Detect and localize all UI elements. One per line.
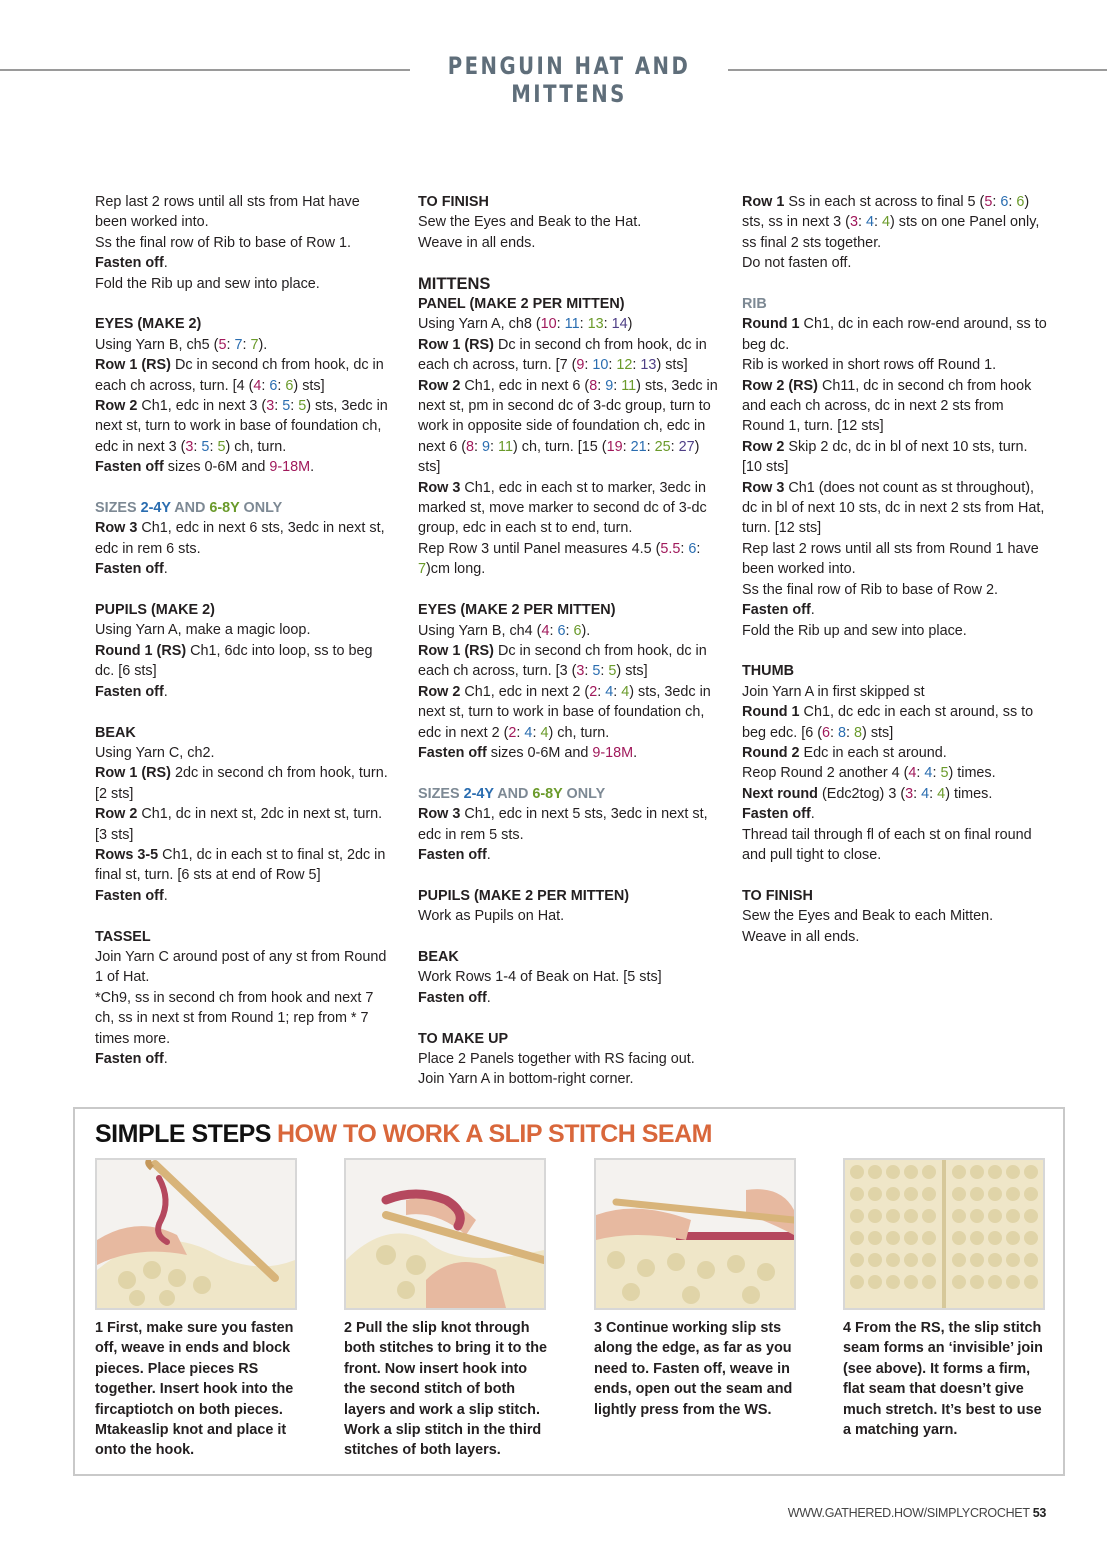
text-line: Row 2 Ch1, dc in next st, 2dc in next st, turn. [3 sts] bbox=[95, 806, 383, 843]
step-2-text: 2 Pull the slip knot through both stitches to bring it to the front. Now insert hook into the second stitch of both layers and work a slip stitch. Work a slip stitch in the third stitches of both layers. bbox=[344, 1320, 548, 1459]
section-heading: TO FINISH bbox=[742, 887, 813, 904]
section-heading: PUPILS (MAKE 2) bbox=[95, 602, 215, 619]
footer-url[interactable]: WWW.GATHERED.HOW/SIMPLYCROCHET bbox=[787, 1506, 1030, 1520]
text-line: Weave in all ends. bbox=[418, 234, 536, 251]
text-line: Row 2 Ch1, edc in next 2 (2: 4: 4) sts, 3edc in next st, turn to work in base of foundation ch, edc in next 2 (2: 4: 4) ch, turn. bbox=[418, 683, 711, 741]
text-line: Ss the final row of Rib to base of Row 2. bbox=[742, 581, 998, 598]
text-line: Join Yarn A in first skipped st bbox=[742, 683, 925, 700]
text-line: Row 3 Ch1, edc in next 6 sts, 3edc in next st, edc in rem 6 sts. bbox=[95, 520, 385, 557]
text-line: Thread tail through fl of each st on final round and pull tight to close. bbox=[742, 826, 1032, 863]
section-heading: THUMB bbox=[742, 663, 794, 680]
text-line: Round 1 Ch1, dc in each row-end around, ss to beg dc. bbox=[742, 316, 1047, 353]
section-heading: RIB bbox=[742, 296, 767, 313]
text-line: Rib is worked in short rows off Round 1. bbox=[742, 357, 997, 374]
text-line: Row 3 Ch1, edc in next 5 sts, 3edc in next st, edc in rem 5 sts. bbox=[418, 806, 708, 843]
footer bbox=[788, 1506, 1046, 1520]
text-line: Join Yarn A in bottom-right corner. bbox=[418, 1071, 634, 1088]
section-heading: TO FINISH bbox=[418, 194, 489, 210]
text-line: Fold the Rib up and sew into place. bbox=[95, 275, 320, 292]
text-line: Row 2 Skip 2 dc, dc in bl of next 10 sts, turn. [10 sts] bbox=[742, 438, 1028, 476]
section-heading: TASSEL bbox=[95, 928, 151, 945]
column-1 bbox=[95, 192, 395, 1069]
section-heading: EYES (MAKE 2 PER MITTEN) bbox=[418, 602, 616, 619]
text-line: Fasten off. bbox=[742, 806, 815, 823]
text-line: Row 1 Ss in each st across to final 5 (5: 6: 6) sts, ss in next 3 (3: 4: 4) sts on one Panel only, ss final 2 sts together. bbox=[742, 194, 1040, 251]
text-line: Ss the final row of Rib to base of Row 1. bbox=[95, 234, 351, 251]
section-heading: MITTENS bbox=[418, 274, 491, 293]
step-1-photo bbox=[95, 1158, 297, 1310]
text-line: Row 2 Ch1, edc in next 6 (8: 9: 11) sts, 3edc in next st, pm in second dc of 3-dc group, turn to work in opposite side of foundation ch, edc in next 6 (8: 9: 11) ch, turn. [15 (19: 21: 25: 27) sts] bbox=[418, 377, 718, 476]
section-heading: PUPILS (MAKE 2 PER MITTEN) bbox=[418, 887, 630, 904]
text-line: Fasten off. bbox=[742, 602, 815, 619]
section-heading: EYES (MAKE 2) bbox=[95, 316, 202, 333]
step-4-text: 4 From the RS, the slip stitch seam forms an ‘invisible’ join (see above). It forms a firm, flat seam that doesn’t give much stretch. It’s best to use a matching yarn. bbox=[843, 1320, 1043, 1439]
section-heading: BEAK bbox=[418, 948, 459, 965]
text-line: Using Yarn B, ch4 (4: 6: 6). bbox=[418, 622, 591, 639]
header-rule-right bbox=[728, 69, 1107, 71]
text-line: Round 2 Edc in each st around. bbox=[742, 744, 947, 761]
simple-steps-title: SIMPLE STEPS HOW TO WORK A SLIP STITCH SEAM bbox=[95, 1120, 712, 1148]
step-3-photo bbox=[594, 1158, 796, 1310]
text-line: Reop Round 2 another 4 (4: 4: 5) times. bbox=[742, 765, 996, 782]
section-heading: TO MAKE UP bbox=[418, 1030, 509, 1047]
text-line: Row 1 (RS) 2dc in second ch from hook, turn. [2 sts] bbox=[95, 765, 388, 802]
section-heading: SIZES 2-4Y AND 6-8Y ONLY bbox=[418, 785, 606, 802]
text-line: Using Yarn C, ch2. bbox=[95, 744, 215, 761]
text-line: Sew the Eyes and Beak to the Hat. bbox=[418, 214, 642, 231]
text-line: Weave in all ends. bbox=[742, 928, 860, 945]
step-3-text: 3 Continue working slip sts along the edge, as far as you need to. Fasten off, weave in ends, open out the seam and lightly press from the WS. bbox=[594, 1320, 793, 1418]
text-line: Row 3 Ch1, edc in each st to marker, 3edc in marked st, move marker to second dc of 3-dc group, edc in each st to end, turn. bbox=[418, 479, 707, 537]
text-line: Using Yarn A, make a magic loop. bbox=[95, 622, 311, 639]
text-line: Fasten off. bbox=[418, 846, 491, 863]
text-line: Fasten off. bbox=[418, 989, 491, 1006]
text-line: Do not fasten off. bbox=[742, 255, 852, 272]
text-line: Rep last 2 rows until all sts from Hat have been worked into. bbox=[95, 194, 360, 231]
text-line: Round 1 Ch1, dc edc in each st around, ss to beg edc. [6 (6: 8: 8) sts] bbox=[742, 704, 1034, 741]
text-line: Fasten off. bbox=[95, 1050, 168, 1067]
text-line: Fold the Rib up and sew into place. bbox=[742, 622, 967, 639]
text-line: *Ch9, ss in second ch from hook and next 7 ch, ss in next st from Round 1; rep from * 7 times more. bbox=[95, 989, 374, 1047]
text-line: Using Yarn A, ch8 (10: 11: 13: 14) bbox=[418, 316, 633, 333]
text-line: Next round (Edc2tog) 3 (3: 4: 4) times. bbox=[742, 785, 993, 802]
text-line: Row 1 (RS) Dc in second ch from hook, dc in each ch across, turn. [7 (9: 10: 12: 13) sts] bbox=[418, 336, 707, 374]
text-line: Fasten off sizes 0-6M and 9-18M. bbox=[95, 459, 315, 476]
text-line: Work as Pupils on Hat. bbox=[418, 908, 565, 925]
text-line: Row 3 Ch1 (does not count as st throughout), dc in bl of next 10 sts, dc in next 2 sts from Hat, turn. [12 sts] bbox=[742, 479, 1045, 537]
text-line: Using Yarn B, ch5 (5: 7: 7). bbox=[95, 336, 268, 353]
page-number: 53 bbox=[1032, 1506, 1046, 1520]
column-2 bbox=[418, 192, 718, 1090]
column-3 bbox=[742, 192, 1047, 947]
step-4-photo bbox=[843, 1158, 1045, 1310]
section-heading: SIZES 2-4Y AND 6-8Y ONLY bbox=[95, 500, 283, 517]
text-line: Work Rows 1-4 of Beak on Hat. [5 sts] bbox=[418, 969, 662, 986]
text-line: Row 1 (RS) Dc in second ch from hook, dc in each ch across, turn. [3 (3: 5: 5) sts] bbox=[418, 642, 707, 680]
section-heading: BEAK bbox=[95, 724, 136, 741]
text-line: Rep last 2 rows until all sts from Round 1 have been worked into. bbox=[742, 540, 1039, 578]
text-line: Round 1 (RS) Ch1, 6dc into loop, ss to beg dc. [6 sts] bbox=[95, 642, 373, 680]
step-1-text: 1 First, make sure you fasten off, weave in ends and block pieces. Place pieces RS together. Insert hook into the fircaptiotch on both pieces. Mtakeaslip knot and place it onto the hook. bbox=[95, 1320, 294, 1459]
section-heading: PANEL (MAKE 2 PER MITTEN) bbox=[418, 296, 625, 313]
header-rule-left bbox=[0, 69, 410, 71]
text-line: Rep Row 3 until Panel measures 4.5 (5.5: 6: 7)cm long. bbox=[418, 540, 701, 578]
text-line: Fasten off sizes 0-6M and 9-18M. bbox=[418, 744, 638, 761]
text-line: Fasten off. bbox=[95, 683, 168, 700]
page-title: PENGUIN HAT AND MITTENS bbox=[447, 52, 691, 108]
text-line: Row 2 (RS) Ch11, dc in second ch from hook and each ch across, dc in next 2 sts from Round 1, turn. [12 sts] bbox=[742, 377, 1032, 435]
text-line: Place 2 Panels together with RS facing out. bbox=[418, 1050, 695, 1067]
text-line: Join Yarn C around post of any st from Round 1 of Hat. bbox=[95, 948, 387, 986]
text-line: Row 1 (RS) Dc in second ch from hook, dc in each ch across, turn. [4 (4: 6: 6) sts] bbox=[95, 357, 384, 394]
text-line: Rows 3-5 Ch1, dc in each st to final st, 2dc in final st, turn. [6 sts at end of Row 5] bbox=[95, 846, 386, 884]
text-line: Row 2 Ch1, edc in next 3 (3: 5: 5) sts, 3edc in next st, turn to work in base of foundation ch, edc in next 3 (3: 5: 5) ch, turn. bbox=[95, 398, 388, 455]
text-line: Sew the Eyes and Beak to each Mitten. bbox=[742, 908, 994, 925]
text-line: Fasten off. bbox=[95, 887, 168, 904]
text-line: Fasten off. bbox=[95, 561, 168, 578]
step-2-photo bbox=[344, 1158, 546, 1310]
text-line: Fasten off. bbox=[95, 255, 168, 272]
